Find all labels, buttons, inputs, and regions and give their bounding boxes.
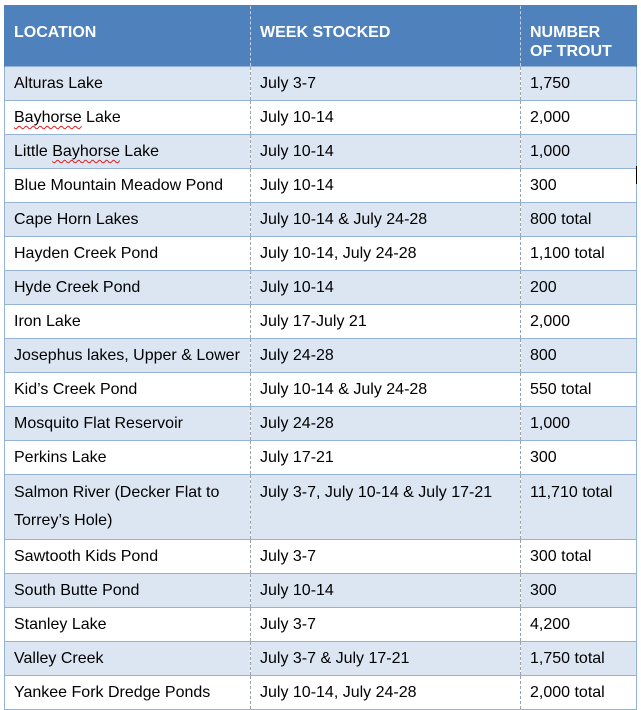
cell-trout: 1,750 [521,67,637,101]
header-number-of-trout [521,6,637,67]
table-row [5,407,637,441]
table-row [5,305,637,339]
cell-trout: 200 [521,271,637,305]
cell-week: July 3-7 [251,67,521,101]
cell-location: Blue Mountain Meadow Pond [5,169,251,203]
text-cursor [636,166,637,184]
trout-stocking-table [4,5,637,710]
cell-trout: 1,000 [521,135,637,169]
cell-trout: 1,750 total [521,642,637,676]
table-row [5,441,637,475]
cell-location: Valley Creek [5,642,251,676]
cell-location [5,135,251,169]
cell-location: Alturas Lake [5,67,251,101]
cell-week: July 24-28 [251,407,521,441]
table-row [5,135,637,169]
cell-trout: 2,000 total [521,676,637,710]
cell-week: July 10-14 & July 24-28 [251,203,521,237]
cell-trout: 11,710 total [521,475,637,540]
cell-trout: 1,000 [521,407,637,441]
table-row [5,574,637,608]
cell-location: Stanley Lake [5,608,251,642]
cell-location: Mosquito Flat Reservoir [5,407,251,441]
cell-week: July 10-14, July 24-28 [251,237,521,271]
cell-trout: 300 [521,441,637,475]
table-row [5,169,637,203]
cell-week: July 10-14 & July 24-28 [251,373,521,407]
cell-trout: 2,000 [521,101,637,135]
cell-week: July 10-14, July 24-28 [251,676,521,710]
cell-week: July 10-14 [251,101,521,135]
header-location: LOCATION [5,6,251,67]
header-week-stocked: WEEK STOCKED [251,6,521,67]
cell-trout: 2,000 [521,305,637,339]
cell-week: July 10-14 [251,574,521,608]
cell-location: South Butte Pond [5,574,251,608]
table-row [5,203,637,237]
cell-week: July 17-July 21 [251,305,521,339]
cell-week: July 3-7 [251,608,521,642]
cell-location: Josephus lakes, Upper & Lower [5,339,251,373]
cell-location: Kid’s Creek Pond [5,373,251,407]
cell-trout: 300 total [521,540,637,574]
spellcheck-word: Bayhorse [14,109,82,126]
table-row [5,101,637,135]
cell-week: July 10-14 [251,271,521,305]
table-row [5,67,637,101]
table-row [5,271,637,305]
cell-location-rest: Lake [81,109,121,126]
header-number-of-trout-line2: OF TROUT [530,43,612,60]
cell-trout: 800 [521,339,637,373]
cell-location: Perkins Lake [5,441,251,475]
cell-week: July 3-7 [251,540,521,574]
cell-location: Salmon River (Decker Flat to Torrey’s Hole) [5,475,251,540]
table-row [5,475,637,540]
cell-location: Yankee Fork Dredge Ponds [5,676,251,710]
cell-location: Hyde Creek Pond [5,271,251,305]
cell-week: July 10-14 [251,135,521,169]
table-row [5,540,637,574]
table-row [5,676,637,710]
table-header [5,6,637,67]
cell-location-rest: Lake [119,143,159,160]
cell-week: July 3-7, July 10-14 & July 17-21 [251,475,521,540]
cell-location: Sawtooth Kids Pond [5,540,251,574]
cell-week: July 3-7 & July 17-21 [251,642,521,676]
cell-trout: 4,200 [521,608,637,642]
cell-location: Cape Horn Lakes [5,203,251,237]
cell-trout: 800 total [521,203,637,237]
cell-trout: 300 [521,169,637,203]
table-body [5,67,637,710]
spellcheck-word: Bayhorse [52,143,120,160]
cell-location-pre: Little [14,143,53,160]
cell-location [5,101,251,135]
header-row [5,6,637,67]
table-row [5,237,637,271]
cell-trout: 550 total [521,373,637,407]
cell-location: Iron Lake [5,305,251,339]
cell-trout: 1,100 total [521,237,637,271]
cell-week: July 10-14 [251,169,521,203]
table-row [5,642,637,676]
table-row [5,339,637,373]
header-number-of-trout-line1: NUMBER [530,24,601,41]
table-row [5,373,637,407]
cell-week: July 17-21 [251,441,521,475]
cell-week: July 24-28 [251,339,521,373]
cell-location: Hayden Creek Pond [5,237,251,271]
table-row [5,608,637,642]
cell-trout: 300 [521,574,637,608]
